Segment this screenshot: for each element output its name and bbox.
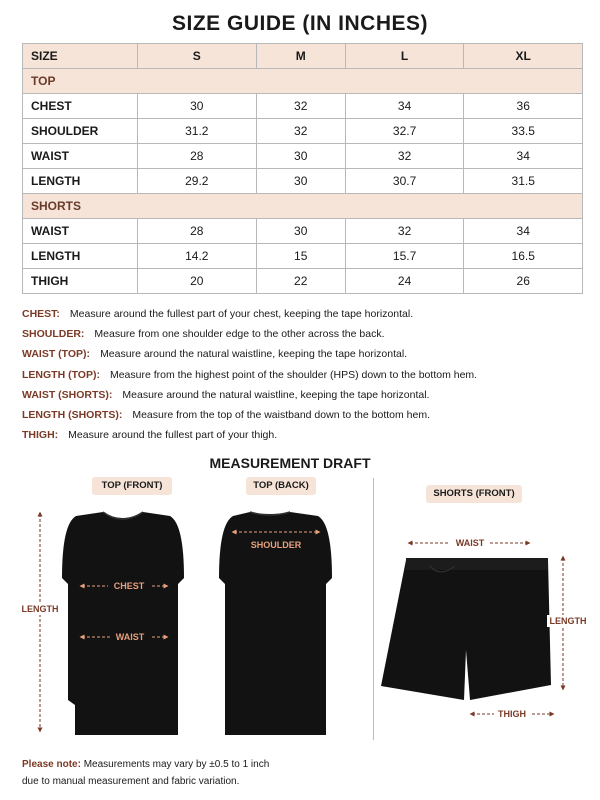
top-front-garment <box>62 512 184 735</box>
row-label: THIGH <box>23 269 138 294</box>
footnote <box>22 756 269 790</box>
table-cell: 14.2 <box>138 244 257 269</box>
table-cell: 30.7 <box>345 169 464 194</box>
draft-title: MEASUREMENT DRAFT <box>209 455 371 471</box>
section-label: TOP <box>23 69 583 94</box>
table-cell: 32 <box>345 144 464 169</box>
row-label: LENGTH <box>23 169 138 194</box>
table-cell: 33.5 <box>464 119 583 144</box>
table-cell: 22 <box>256 269 345 294</box>
row-label: SHOULDER <box>23 119 138 144</box>
note-term: WAIST (SHORTS): <box>22 388 113 401</box>
table-cell: 24 <box>345 269 464 294</box>
table-cell: 34 <box>464 219 583 244</box>
note-term: THIGH: <box>22 429 59 442</box>
note-text: Measure from the top of the waistband down to the bottom hem. <box>132 408 430 421</box>
row-label: WAIST <box>23 219 138 244</box>
note-text: Measure around the natural waistline, keeping the tape horizontal. <box>122 388 430 401</box>
table-cell: 26 <box>464 269 583 294</box>
top-front-label: TOP (FRONT) <box>92 477 172 495</box>
table-cell: 31.2 <box>138 119 257 144</box>
footnote-text-1: Measurements may vary by ±0.5 to 1 inch <box>83 759 270 770</box>
table-cell: 15 <box>256 244 345 269</box>
note-text: Measure from one shoulder edge to the other across the back. <box>94 328 385 341</box>
shorts-waist-label: WAIST <box>455 538 485 548</box>
row-label: LENGTH <box>23 244 138 269</box>
section-label: SHORTS <box>23 194 583 219</box>
note-text: Measure from the highest point of the shoulder (HPS) down to the bottom hem. <box>109 368 478 381</box>
table-cell: 28 <box>138 219 257 244</box>
shoulder-label: SHOULDER <box>250 540 302 550</box>
shorts-length-label: LENGTH <box>549 616 587 626</box>
table-cell: 36 <box>464 94 583 119</box>
table-cell: 32 <box>256 94 345 119</box>
note-term: LENGTH (TOP): <box>22 368 100 381</box>
table-cell: 29.2 <box>138 169 257 194</box>
thigh-label: THIGH <box>498 709 526 719</box>
footnote-term: Please note: <box>22 759 81 770</box>
footnote-text-2: due to manual measurement and fabric variation. <box>22 776 240 787</box>
header-size: SIZE <box>23 44 138 69</box>
page-title: SIZE GUIDE (IN INCHES) <box>171 12 429 35</box>
note-text: Measure around the natural waistline, keeping the tape horizontal. <box>100 348 408 361</box>
header-m: M <box>256 44 345 69</box>
table-cell: 28 <box>138 144 257 169</box>
table-cell: 20 <box>138 269 257 294</box>
note-text: Measure around the fullest part of your chest, keeping the tape horizontal. <box>69 308 414 320</box>
shorts-front-label: SHORTS (FRONT) <box>426 485 522 503</box>
table-cell: 34 <box>345 94 464 119</box>
top-back-label: TOP (BACK) <box>246 477 316 495</box>
footnote-line-1 <box>22 756 269 773</box>
table-cell: 30 <box>256 169 345 194</box>
shorts-waistband <box>406 558 548 570</box>
note-term: CHEST: <box>22 308 60 320</box>
table-cell: 30 <box>256 219 345 244</box>
length-label: LENGTH <box>21 604 59 614</box>
header-l: L <box>345 44 464 69</box>
row-label: CHEST <box>23 94 138 119</box>
table-cell: 15.7 <box>345 244 464 269</box>
header-s: S <box>138 44 257 69</box>
table-cell: 34 <box>464 144 583 169</box>
note-term: LENGTH (SHORTS): <box>22 408 123 421</box>
table-cell: 16.5 <box>464 244 583 269</box>
note-term: SHOULDER: <box>22 328 85 341</box>
table-cell: 32.7 <box>345 119 464 144</box>
note-text: Measure around the fullest part of your thigh. <box>68 429 278 442</box>
table-cell: 32 <box>345 219 464 244</box>
row-label: WAIST <box>23 144 138 169</box>
chest-label: CHEST <box>113 581 145 591</box>
note-term: WAIST (TOP): <box>22 348 91 361</box>
table-cell: 30 <box>256 144 345 169</box>
waist-label: WAIST <box>115 632 145 642</box>
header-xl: XL <box>464 44 583 69</box>
table-cell: 30 <box>138 94 257 119</box>
table-cell: 32 <box>256 119 345 144</box>
table-cell: 31.5 <box>464 169 583 194</box>
shorts-garment <box>381 560 551 700</box>
